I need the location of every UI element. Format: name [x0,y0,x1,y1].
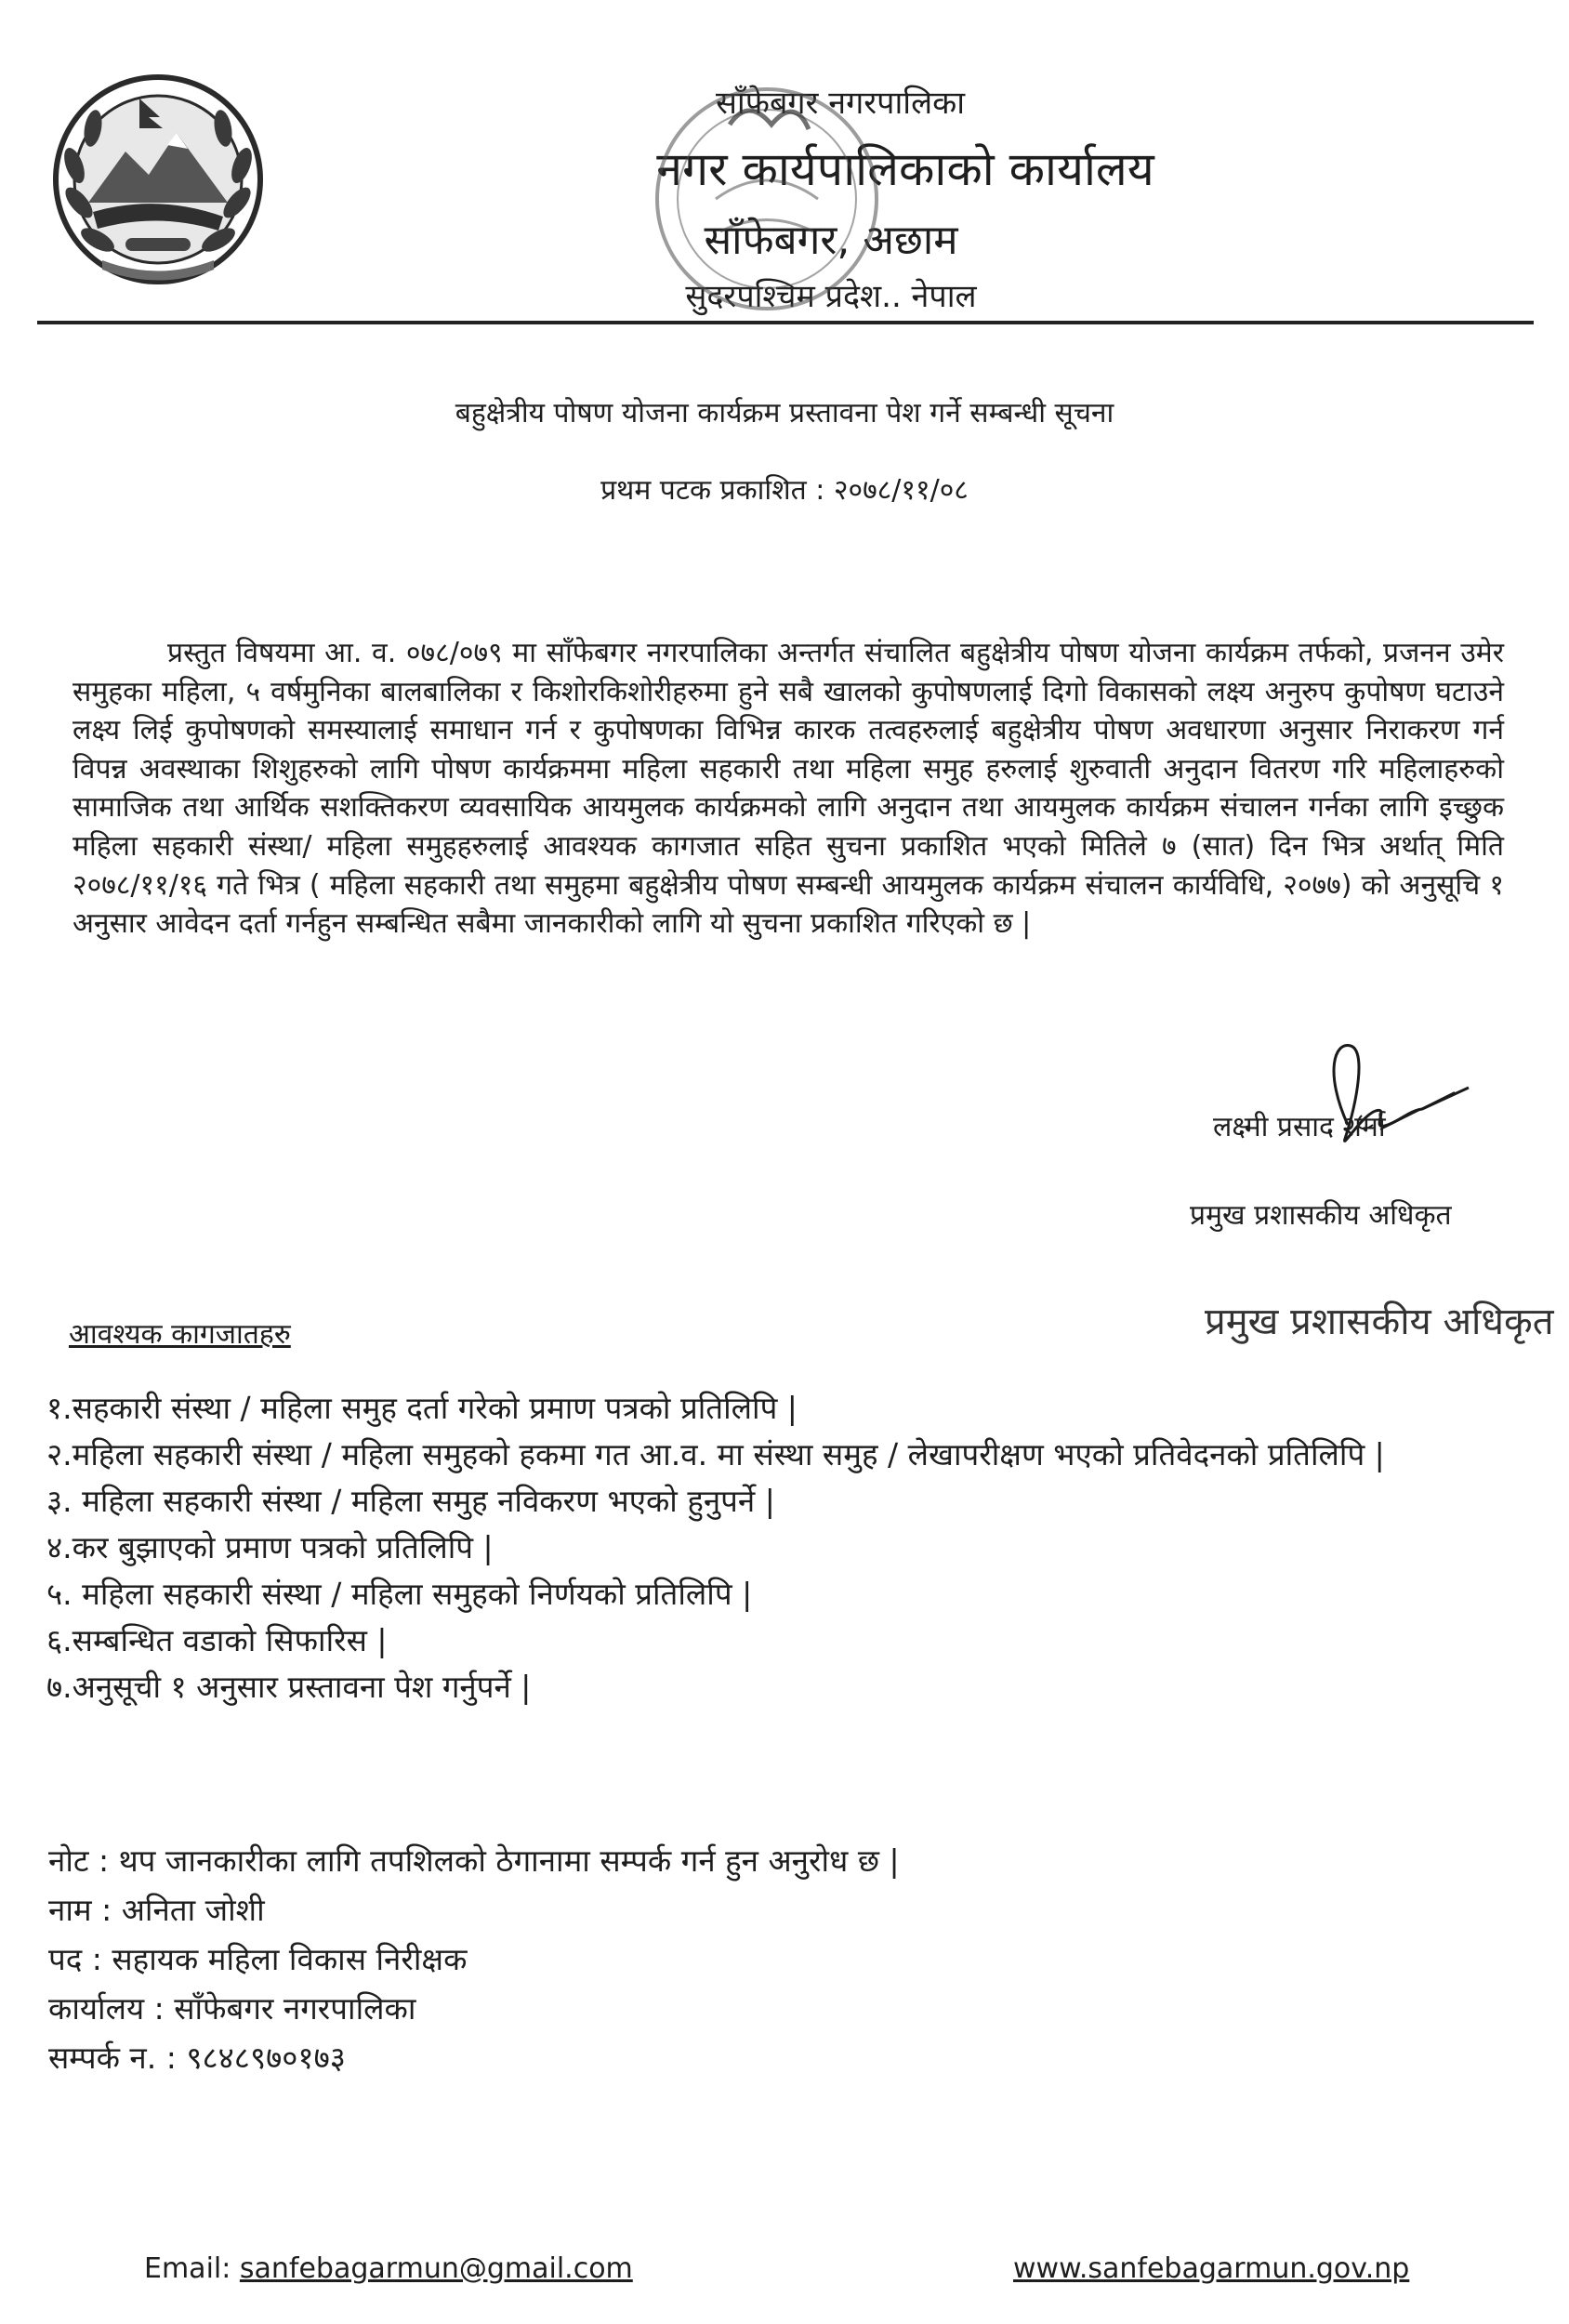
office-title: नगर कार्यपालिकाको कार्यालय [656,142,1154,196]
designation-stamp: प्रमुख प्रशासकीय अधिकृत [1205,1301,1554,1343]
footer-email [144,2252,633,2285]
signatory-title: प्रमुख प्रशासकीय अधिकृत [1190,1199,1452,1232]
documents-heading: आवश्यक कागजातहरु [69,1318,291,1351]
email-label: Email: [144,2252,240,2285]
document-item: ३. महिला सहकारी संस्था / महिला समुह नविकरण भएको हुनुपर्ने | [46,1483,775,1519]
documents-list [46,1385,1515,1710]
office-location: साँफेबगर, अछाम [704,217,958,264]
document-item: ७.अनुसूची १ अनुसार प्रस्तावना पेश गर्नुपर्ने | [46,1669,532,1705]
province-line: सुदरपश्चिम प्रदेश.. नेपाल [685,278,977,315]
document-item: २.महिला सहकारी संस्था / महिला समुहको हकमा गत आ.व. मा संस्था समुह / लेखापरीक्षण भएको प्रतिवेदनको प्रतिलिपि | [46,1436,1385,1472]
website-link[interactable]: www.sanfebagarmun.gov.np [1013,2252,1410,2285]
contact-phone: सम्पर्क न. : ९८४८९७०१७३ [48,2040,346,2076]
municipality-name: साँफेबगर नगरपालिका [715,85,966,122]
document-item: ६.सम्बन्धित वडाको सिफारिस | [46,1622,388,1658]
contact-note: नोट : थप जानकारीका लागि तपशिलको ठेगानामा सम्पर्क गर्न हुन अनुरोध छ | [48,1842,900,1879]
notice-body: प्रस्तुत विषयमा आ. व. ०७८/०७९ मा साँफेबगर नगरपालिका अन्तर्गत संचालित बहुक्षेत्रीय पोषण योजना कार्यक्रम तर्फको, प्रजनन उमेर समुहका महिला, ५ वर्षमुनिका बालबालिका र किशोरकिशोरीहरुमा हुने सबै खालको कुपोषणलाई दिगो विकासको लक्ष्य अनुरुप कुपोषण घटाउने लक्ष्य लिई कुपोषणको समस्यालाई समाधान गर्न र कुपोषणका विभिन्न कारक तत्वहरुलाई बहुक्षेत्रीय पोषण अवधारणा अनुसार निराकरण गर्न विपन्न अवस्थाका शिशुहरुको लागि पोषण कार्यक्रममा महिला सहकारी तथा महिला समुह हरुलाई शुरुवाती अनुदान वितरण गरि महिलाहरुको सामाजिक तथा आर्थिक सशक्तिकरण व्यवसायिक आयमुलक कार्यक्रमको लागि अनुदान तथा आयमुलक कार्यक्रम संचालन गर्नका लागि इच्छुक महिला सहकारी संस्था/ महिला समुहहरुलाई आवश्यक कागजात सहित सुचना प्रकाशित भएको मितिले ७ (सात) दिन भित्र अर्थात् मिति २०७८/११/१६ गते भित्र ( महिला सहकारी तथा समुहमा बहुक्षेत्रीय पोषण सम्बन्धी आयमुलक कार्यक्रम संचालन कार्यविधि, २०७७) को अनुसूचि १ अनुसार आवेदन दर्ता गर्नहुन सम्बन्धित सबैमा जानकारीको लागि यो सुचना प्रकाशित गरिएको छ | [73,637,1504,941]
contact-office: कार्यालय : साँफेबगर नगरपालिका [48,1990,416,2027]
document-item: ५. महिला सहकारी संस्था / महिला समुहको निर्णयको प्रतिलिपि | [46,1576,753,1612]
notice-subject: बहुक्षेत्रीय पोषण योजना कार्यक्रम प्रस्तावना पेश गर्ने सम्बन्धी सूचना [455,397,1114,429]
office-stamp-icon [627,59,906,320]
document-item: १.सहकारी संस्था / महिला समुह दर्ता गरेको प्रमाण पत्रको प्रतिलिपि | [46,1390,798,1426]
publication-date: प्रथम पटक प्रकाशित : २०७८/११/०८ [600,474,969,507]
email-link[interactable]: sanfebagarmun@gmail.com [239,2252,633,2285]
contact-block [48,1836,900,2082]
signatory-name: लक्ष्मी प्रसाद शर्मा [1213,1111,1386,1143]
document-item: ४.कर बुझाएको प्रमाण पत्रको प्रतिलिपि | [46,1529,494,1565]
header-divider [37,321,1534,324]
contact-post: पद : सहायक महिला विकास निरीक्षक [48,1941,468,1977]
contact-name: नाम : अनिता जोशी [48,1892,265,1928]
